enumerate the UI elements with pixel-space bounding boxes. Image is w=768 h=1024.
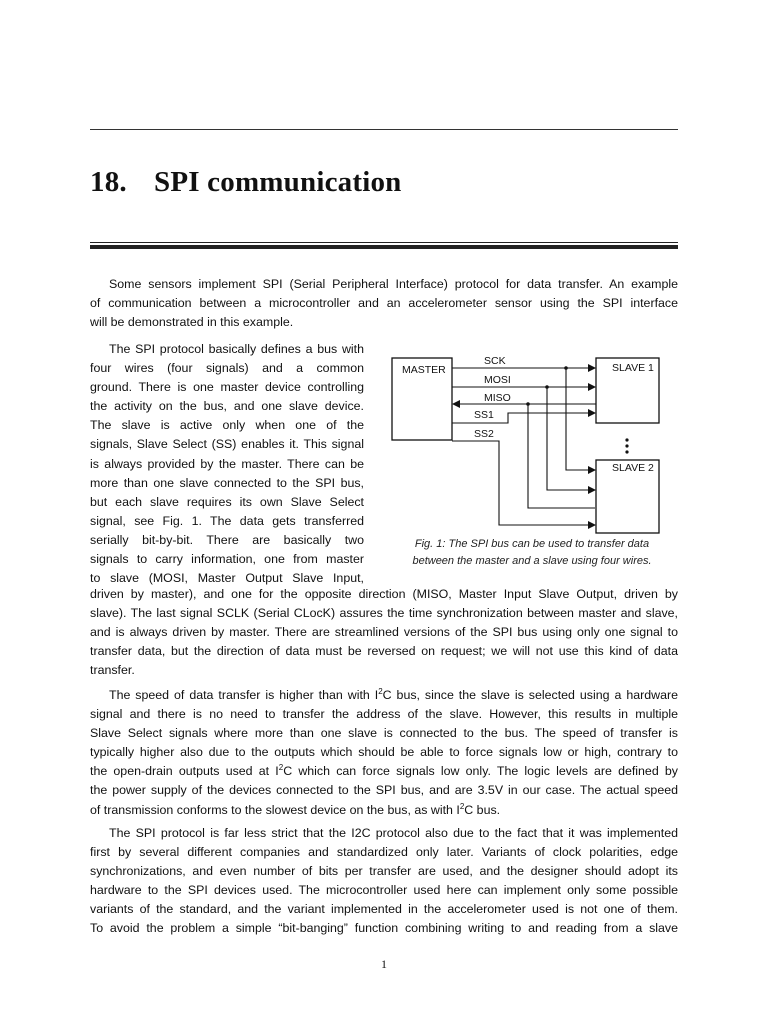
top-rule	[90, 129, 678, 130]
heading-double-rule	[90, 242, 678, 249]
slave2-label: SLAVE 2	[612, 462, 654, 474]
text-line: first by several different companies and standardized only later. Variants of clock polarities, edge	[90, 845, 678, 860]
text-line: synchronizations, and even number of bits per transfer are used, and the designer should adopt its	[90, 864, 678, 879]
caption-line: Fig. 1: The SPI bus can be used to transfer data	[414, 538, 650, 550]
text-line: signal, see Fig. 1. The data gets transferred	[90, 513, 364, 528]
text-line: the open-drain outputs used at $I^2C$ which can force signals low only. The logic levels are defined by	[90, 763, 678, 779]
text-line: of transmission conforms to the slowest device on the bus, as with $I^2C$ bus.	[90, 801, 501, 817]
text-line: signals to carry information, one from master	[90, 552, 364, 567]
sck-junction	[564, 366, 568, 370]
text-line: To avoid the problem a simple “bit-banging” function combining writing to and reading from a slave	[90, 921, 678, 936]
ss1-label: SS1	[474, 409, 494, 421]
text-line: driven by master), and one for the opposite direction (MISO, Master Input Slave Output, driven by	[90, 587, 678, 601]
intro-paragraph	[90, 275, 678, 332]
text-line: hardware to the SPI devices used. The microcontroller used here can implement only some possible	[90, 883, 678, 898]
miso-label: MISO	[484, 392, 511, 404]
text-line: of communication between a microcontroller and an accelerometer sensor using the SPI interface	[90, 296, 678, 311]
text-line: ground. There is one master device controlling	[90, 380, 364, 395]
text-line: signals, Slave Select (SS) enables it. This signal	[90, 437, 364, 452]
spi-protocol-paragraph-narrow	[90, 340, 364, 588]
text-line: will be demonstrated in this example.	[90, 315, 294, 330]
text-line: four wires (four signals) and a common	[90, 361, 364, 376]
text-line: slave). The last signal SCLK (Serial CLocK) assures the time synchronization between master and slave,	[90, 606, 678, 621]
sck-branch-slave2	[566, 368, 595, 470]
text-line: Slave Select signals where more than one slave is connected to the bus. The speed of transfer is	[90, 726, 678, 741]
text-line: but each slave requires its own Slave Select	[90, 494, 364, 509]
text-line: The SPI protocol basically defines a bus with	[109, 342, 364, 356]
text-line: The slave is active only when one of the	[90, 418, 364, 433]
master-label: MASTER	[402, 364, 446, 376]
text-line: The speed of data transfer is higher than with $I^2C$ bus, since the slave is selected using a hardware	[109, 686, 678, 702]
mosi-junction	[545, 385, 549, 389]
text-line: Some sensors implement SPI (Serial Peripheral Interface) protocol for data transfer. An example	[109, 277, 678, 291]
ellipsis-dot	[625, 450, 628, 453]
ellipsis-dot	[625, 444, 628, 447]
ellipsis-dot	[625, 438, 628, 441]
page-number: 1	[381, 957, 387, 971]
text-line: the power supply of the devices connected to the SPI bus, and are 3.5V in our case. The actual speed	[90, 783, 678, 798]
mosi-label: MOSI	[484, 374, 511, 386]
figure-caption	[386, 536, 678, 570]
spi-bus-figure	[386, 350, 678, 540]
text-line: the activity on the bus, and one slave device.	[90, 399, 364, 414]
text-line: The SPI protocol is far less strict that the I2C protocol also due to the fact that it was implemented	[109, 826, 678, 840]
slave1-label: SLAVE 1	[612, 362, 654, 374]
text-line: more than one slave connected to the SPI bus,	[90, 475, 364, 490]
speed-paragraph	[90, 686, 678, 820]
text-line: and is always driven by master. There are streamlined versions of the SPI bus using only one signal to	[90, 625, 678, 640]
spi-protocol-paragraph-wide	[90, 585, 678, 680]
text-line: transfer data, but the direction of data must be reversed on request; we will not use this kind of data	[90, 644, 678, 659]
mosi-branch-slave2	[547, 387, 595, 490]
ss2-label: SS2	[474, 428, 494, 440]
text-line: variants of the standard, and the variant implemented in the accelerometer used is not one of them.	[90, 902, 678, 917]
text-line: typically higher also due to the outputs which should be able to force signals low or high, contrary to	[90, 745, 678, 760]
protocol-variants-paragraph	[90, 824, 678, 939]
ss2-line	[452, 441, 595, 525]
chapter-title: SPI communication	[154, 166, 402, 198]
miso-junction	[526, 402, 530, 406]
text-line: is always provided by the master. There can be	[90, 456, 364, 471]
sck-label: SCK	[484, 355, 506, 367]
chapter-number: 18.	[90, 166, 127, 198]
caption-line: between the master and a slave using four wires.	[412, 555, 652, 567]
miso-branch-slave2	[528, 404, 595, 508]
text-line: to slave (MOSI, Master Output Slave Input,	[90, 571, 364, 586]
text-line: signal and there is no need to transfer the address of the slave. However, this results in multiple	[90, 707, 678, 722]
chapter-heading	[90, 166, 402, 199]
text-line: transfer.	[90, 663, 135, 678]
text-line: serially bit-by-bit. There are basically two	[90, 532, 364, 547]
